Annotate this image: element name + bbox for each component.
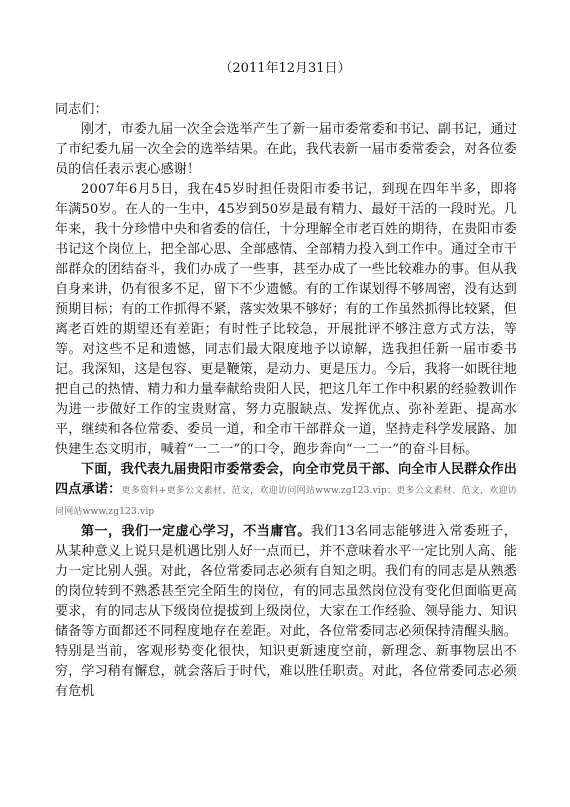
salutation: 同志们： [55,102,108,117]
paragraph-opening: 刚才，市委九届一次全会选举产生了新一届市委常委和书记、副书记，通过了市纪委九届一次全会的选举结果。在此，我代表新一届市委常委会，对各位委员的信任表示衷心感谢！ [55,122,518,177]
paragraph-commitments-intro [55,460,517,522]
speech-body [55,100,517,702]
paragraph-commitment-one [55,522,517,702]
commitments-intro-text: 下面，我代表九届贵阳市委常委会，向全市党员干部、向全市人民群众作出四点承诺： [55,462,517,497]
commitment-one-lead: 第一，我们一定虚心学习，不当庸官。 [81,524,311,539]
paragraph-tenure: 2007年6月5日，我在45岁时担任贵阳市委书记，到现在四年半多，即将年满50岁。在人的一生中，45岁到50岁是最有精力、最好干活的一段时光。几年来，我十分珍惜中央和省委的信任，十分理解全市老百姓的期待，在贵阳市委书记这个岗位上，把全部心思、全部感情、全部精力投入到工作中。通过全市干部群众的团结奋斗，我们办成了一些事，甚至办成了一些比较难办的事。但从我自身来讲，仍有很多不足，留下不少遗憾。有的工作谋划得不够周密，没有达到预期目标；有的工作抓得不紧，落实效果不够好；有的工作虽然抓得比较紧，但离老百姓的期望还有差距；有时性子比较急，开展批评不够注意方式方法，等等。对这些不足和遗憾，同志们最大限度地予以谅解，选我担任新一届市委书记。我深知，这是包容、更是鞭策，是动力、更是压力。今后，我将一如既往地把自己的热情、精力和力量奉献给贵阳人民，把这几年工作中积累的经验教训作为进一步做好工作的宝贵财富，努力克服缺点、发挥优点、弥补差距、提高水平，继续和各位常委、委员一道，和全市干部群众一道，坚持走科学发展路、加快建生态文明市，喊着“一二一”的口令，跑步奔向“一二一”的奋斗目标。 [55,182,518,457]
website-ad-text: 更多资料+更多公文素材、范文，欢迎访问网站www.zg123.vip；更多公文素材、范文，欢迎访问网站www.zg123.vip [55,486,517,517]
date-line: （2011年12月31日） [219,61,351,76]
commitment-one-text: 我们13名同志能够进入常委班子，从某种意义上说只是机遇比别人好一点而已，并不意味着水平一定比别人高、能力一定比别人强。对此，各位常委同志必须有自知之明。我们有的同志是从熟悉的岗位转到不熟悉甚至完全陌生的岗位，有的同志虽然岗位没有变化但面临更高要求，有的同志从下级岗位提拔到上级岗位，大家在工作经验、领导能力、知识储备等方面都还不同程度地存在差距。对此，各位常委同志必须保持清醒头脑。特别是当前，客观形势变化很快，知识更新速度空前，新理念、新事物层出不穷，学习稍有懈怠，就会落后于时代，难以胜任职责。对此，各位常委同志必须有危机 [55,524,518,699]
